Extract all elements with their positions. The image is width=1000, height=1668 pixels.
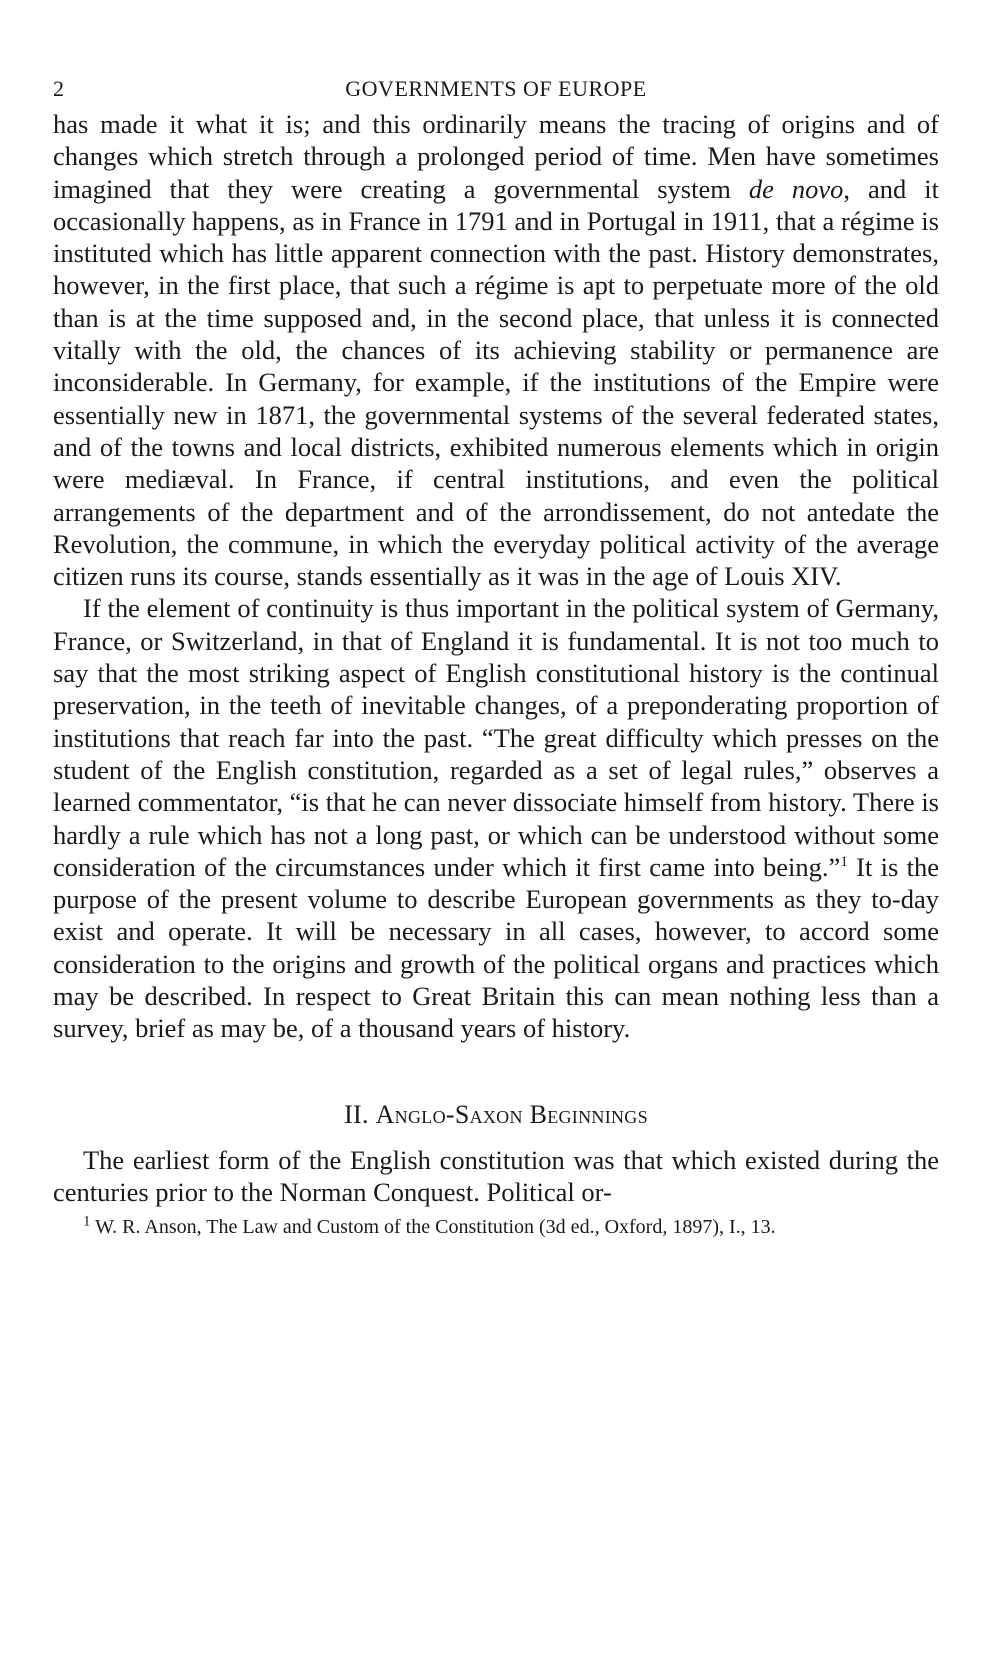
italic-phrase: de novo: [748, 173, 844, 204]
running-head: [53, 70, 939, 106]
body-text: [53, 108, 939, 1208]
footnote-text: W. R. Anson, The Law and Custom of the Constitution (3d ed., Oxford, 1897), I., 13.: [90, 1216, 776, 1239]
section-title: Anglo-Saxon Beginnings: [375, 1099, 648, 1129]
section-numeral: II.: [344, 1099, 369, 1129]
paragraph-text: , and it occasionally happens, as in France in 1791 and in Portugal in 1911, that a régime is instituted which has little apparent connection with the past. History demonstrates, however, in the first place, that such a régime is apt to perpetuate more of the old than is at the time supposed and, in the second place, that unless it is connected vitally with the old, the chances of its achieving stability or permanence are inconsiderable. In Germany, for example, if the institutions of the Empire were essentially new in 1871, the governmental systems of the several federated states, and of the towns and local districts, exhibited numerous elements which in origin were mediæval. In France, if central institutions, and even the political arrangements of the department and of the arrondissement, do not antedate the Revolution, the commune, in which the everyday political activity of the average citizen runs its course, stands essentially as it was in the age of Louis XIV.: [53, 173, 939, 592]
page-number: 2: [53, 76, 65, 101]
paragraph-text: has made it what it is; and this ordinarily means the tracing of origins and of changes which stretch through a prolonged period of time. Men have sometimes imagined that they were creating a governmental system: [53, 109, 939, 204]
book-page: [53, 70, 939, 1241]
paragraph-continuation: [53, 108, 939, 592]
section-heading: [53, 1100, 939, 1130]
paragraph-text: If the element of continuity is thus important in the political system of Germany, France, or Switzerland, in that of England it is fundamental. It is not too much to say that the most striking aspect of English constitutional history is the continual preservation, in the teeth of inevitable changes, of a preponderating proportion of institutions that reach far into the past. “The great difficulty which presses on the student of the English constitution, regarded as a set of legal rules,” observes a learned commentator, “is that he can never dissociate himself from history. There is hardly a rule which has not a long past, or which can be understood without some consideration of the circumstances under which it first came into being.”: [53, 593, 939, 882]
footnote-number: 1: [83, 1213, 91, 1230]
paragraph-text: It is the purpose of the present volume to describe European governments as they to-day exist and operate. It will be necessary in all cases, however, to accord some consideration to the origins and growth of the political organs and practices which may be described. In respect to Great Britain this can mean nothing less than a survey, brief as may be, of a thousand years of history.: [53, 851, 939, 1044]
footnote-marker: 1: [840, 854, 848, 870]
paragraph-earliest-form: The earliest form of the English constitution was that which existed during the centuries prior to the Norman Conquest. Political or-: [53, 1144, 939, 1207]
footnote: [53, 1214, 939, 1241]
paragraph-continuity: [53, 592, 939, 1044]
running-title: GOVERNMENTS OF EUROPE: [345, 76, 647, 101]
